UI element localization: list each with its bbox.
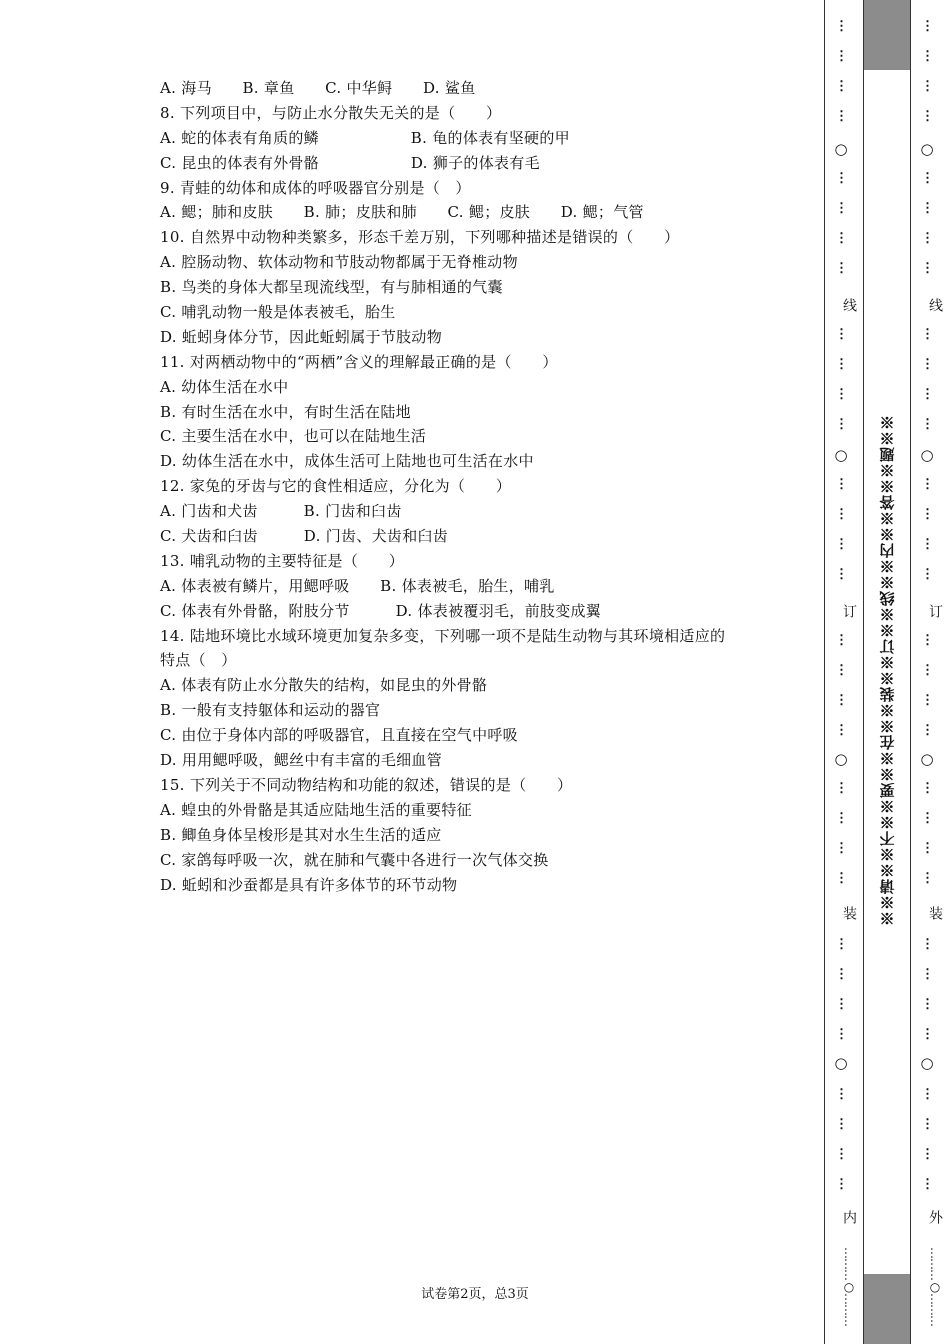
margin-dots: ⋮ <box>835 663 847 678</box>
margin-dots: ⋮ <box>921 507 933 522</box>
margin-dots: ⋮ <box>921 723 933 738</box>
outer-binding-margin <box>912 0 942 1344</box>
margin-dots: ⋮ <box>835 507 847 522</box>
margin-dots: ⋮ <box>835 1027 847 1042</box>
margin-dots: ⋮ <box>921 781 933 796</box>
margin-dots: ⋮ <box>921 387 933 402</box>
text-line: 9. 青蛙的幼体和成体的呼吸器官分别是（ ） <box>160 178 471 197</box>
text-line: A. 蛇的体表有角质的鳞 B. 龟的体表有坚硬的甲 <box>160 128 570 147</box>
margin-dots: ⋮ <box>921 1177 933 1192</box>
text-line: A. 腔肠动物、软体动物和节肢动物都属于无脊椎动物 <box>160 253 518 272</box>
margin-dots: ⋮ <box>921 811 933 826</box>
margin-dots: ⋮ <box>835 417 847 432</box>
text-line: 14. 陆地环境比水域环境更加复杂多变，下列哪一项不是陆生动物与其环境相适应的 <box>160 626 726 645</box>
margin-dots: ⋮ <box>835 567 847 582</box>
margin-circle: ○ <box>920 140 934 158</box>
margin-dots: ⋮ <box>835 1087 847 1102</box>
margin-dots: ⋮ <box>835 477 847 492</box>
margin-dots: ⋮ <box>835 261 847 276</box>
text-line: A. 幼体生活在水中 <box>160 377 289 396</box>
text-line: B. 一般有支持躯体和运动的器官 <box>160 701 381 720</box>
margin-dots: ⋮ <box>835 171 847 186</box>
margin-bottom-leader: ………○……… <box>928 1247 942 1326</box>
margin-dots: ⋮ <box>921 79 933 94</box>
text-line: A. 门齿和犬齿 B. 门齿和臼齿 <box>160 502 402 521</box>
text-line: D. 用用鳃呼吸，鳃丝中有丰富的毛细血管 <box>160 751 443 770</box>
margin-dots: ⋮ <box>835 871 847 886</box>
margin-dots: ⋮ <box>835 231 847 246</box>
margin-dots: ⋮ <box>835 811 847 826</box>
margin-dots: ⋮ <box>921 967 933 982</box>
margin-circle: ○ <box>920 1054 934 1072</box>
margin-dots: ⋮ <box>921 1117 933 1132</box>
text-line: D. 幼体生活在水中，成体生活可上陆地也可生活在水中 <box>160 452 534 471</box>
margin-dots: ⋮ <box>835 967 847 982</box>
inner-binding-margin <box>826 0 856 1344</box>
text-line: B. 鲫鱼身体呈梭形是其对水生生活的适应 <box>160 825 442 844</box>
margin-dots: ⋮ <box>921 537 933 552</box>
text-line: 特点（ ） <box>160 651 237 670</box>
margin-dots: ⋮ <box>921 663 933 678</box>
margin-label: 装 <box>841 906 857 920</box>
margin-dots: ⋮ <box>921 327 933 342</box>
text-line: C. 由位于身体内部的呼吸器官，且直接在空气中呼吸 <box>160 726 518 745</box>
margin-shade-top <box>864 0 910 70</box>
margin-dots: ⋮ <box>921 567 933 582</box>
text-line: 12. 家兔的牙齿与它的食性相适应，分化为（ ） <box>160 477 512 496</box>
text-line: A. 鳃；肺和皮肤 B. 肺；皮肤和肺 C. 鳃；皮肤 D. 鳃；气管 <box>160 203 644 222</box>
text-line: C. 昆虫的体表有外骨骼 D. 狮子的体表有毛 <box>160 153 540 172</box>
text-line: A. 体表被有鳞片，用鳃呼吸 B. 体表被毛，胎生，哺乳 <box>160 576 555 595</box>
margin-label: 内 <box>841 1210 857 1224</box>
margin-dots: ⋮ <box>921 1087 933 1102</box>
text-line: C. 主要生活在水中，也可以在陆地生活 <box>160 427 427 446</box>
margin-dots: ⋮ <box>835 1177 847 1192</box>
margin-dots: ⋮ <box>835 387 847 402</box>
margin-dots: ⋮ <box>921 357 933 372</box>
margin-dots: ⋮ <box>921 261 933 276</box>
margin-dots: ⋮ <box>835 201 847 216</box>
margin-dots: ⋮ <box>921 231 933 246</box>
margin-bottom-leader: ………○……… <box>842 1247 856 1326</box>
margin-dots: ⋮ <box>921 1027 933 1042</box>
text-line: 8. 下列项目中，与防止水分散失无关的是（ ） <box>160 103 502 122</box>
text-line: 10. 自然界中动物种类繁多，形态千差万别，下列哪种描述是错误的（ ） <box>160 228 680 247</box>
margin-dots: ⋮ <box>921 49 933 64</box>
margin-dots: ⋮ <box>921 693 933 708</box>
margin-rule-2 <box>863 0 864 1344</box>
margin-dots: ⋮ <box>921 417 933 432</box>
margin-dots: ⋮ <box>921 19 933 34</box>
text-line: C. 家鸽每呼吸一次，就在肺和气囊中各进行一次气体交换 <box>160 850 549 869</box>
margin-dots: ⋮ <box>921 633 933 648</box>
margin-label: 订 <box>841 604 857 618</box>
text-line: B. 有时生活在水中，有时生活在陆地 <box>160 402 411 421</box>
margin-dots: ⋮ <box>835 723 847 738</box>
margin-dots: ⋮ <box>921 937 933 952</box>
text-line: A. 海马 B. 章鱼 C. 中华鲟 D. 鲨鱼 <box>160 79 476 97</box>
text-line: 11. 对两栖动物中的“两栖”含义的理解最正确的是（ ） <box>160 352 558 371</box>
page-footer: 试卷第2页，总3页 <box>421 1287 529 1302</box>
margin-rule-3 <box>910 0 911 1344</box>
margin-dots: ⋮ <box>835 937 847 952</box>
margin-circle: ○ <box>834 446 848 464</box>
margin-dots: ⋮ <box>835 109 847 124</box>
margin-dots: ⋮ <box>835 79 847 94</box>
margin-dots: ⋮ <box>835 1147 847 1162</box>
text-line: A. 体表有防止水分散失的结构，如昆虫的外骨骼 <box>160 676 488 695</box>
text-line: A. 蝗虫的外骨骼是其适应陆地生活的重要特征 <box>160 800 472 819</box>
text-line: C. 体表有外骨骼，附肢分节 D. 体表被覆羽毛，前肢变成翼 <box>160 601 602 620</box>
margin-shade-bottom <box>864 1274 910 1344</box>
margin-dots: ⋮ <box>835 19 847 34</box>
no-answer-warning: ※※请※※不※※要※※在※※装※※订※※线※※内※※答※※题※※ <box>878 414 897 926</box>
margin-label: 外 <box>927 1210 943 1224</box>
margin-dots: ⋮ <box>921 1147 933 1162</box>
margin-dots: ⋮ <box>921 109 933 124</box>
question-content <box>160 76 800 897</box>
margin-dots: ⋮ <box>835 693 847 708</box>
text-line: C. 犬齿和臼齿 D. 门齿、犬齿和臼齿 <box>160 527 449 546</box>
margin-dots: ⋮ <box>835 49 847 64</box>
text-line: C. 哺乳动物一般是体表被毛，胎生 <box>160 303 396 322</box>
margin-dots: ⋮ <box>835 537 847 552</box>
margin-circle: ○ <box>834 1054 848 1072</box>
margin-dots: ⋮ <box>921 171 933 186</box>
margin-dots: ⋮ <box>835 357 847 372</box>
margin-rule-1 <box>824 0 825 1344</box>
margin-circle: ○ <box>834 140 848 158</box>
text-line: B. 鸟类的身体大都呈现流线型，有与肺相通的气囊 <box>160 278 503 297</box>
margin-dots: ⋮ <box>921 997 933 1012</box>
margin-dots: ⋮ <box>835 997 847 1012</box>
margin-dots: ⋮ <box>835 841 847 856</box>
text-line: D. 蚯蚓身体分节，因此蚯蚓属于节肢动物 <box>160 327 443 346</box>
margin-circle: ○ <box>920 446 934 464</box>
margin-dots: ⋮ <box>921 841 933 856</box>
margin-dots: ⋮ <box>921 201 933 216</box>
margin-dots: ⋮ <box>835 781 847 796</box>
margin-label: 装 <box>927 906 943 920</box>
margin-dots: ⋮ <box>921 871 933 886</box>
margin-circle: ○ <box>920 750 934 768</box>
margin-dots: ⋮ <box>835 633 847 648</box>
margin-dots: ⋮ <box>835 327 847 342</box>
text-line: 15. 下列关于不同动物结构和功能的叙述，错误的是（ ） <box>160 775 573 794</box>
margin-dots: ⋮ <box>835 1117 847 1132</box>
margin-dots: ⋮ <box>921 477 933 492</box>
margin-label: 线 <box>927 298 943 312</box>
margin-circle: ○ <box>834 750 848 768</box>
text-line: 13. 哺乳动物的主要特征是（ ） <box>160 551 405 570</box>
margin-label: 线 <box>841 298 857 312</box>
margin-label: 订 <box>927 604 943 618</box>
text-line: D. 蚯蚓和沙蚕都是具有许多体节的环节动物 <box>160 875 458 894</box>
